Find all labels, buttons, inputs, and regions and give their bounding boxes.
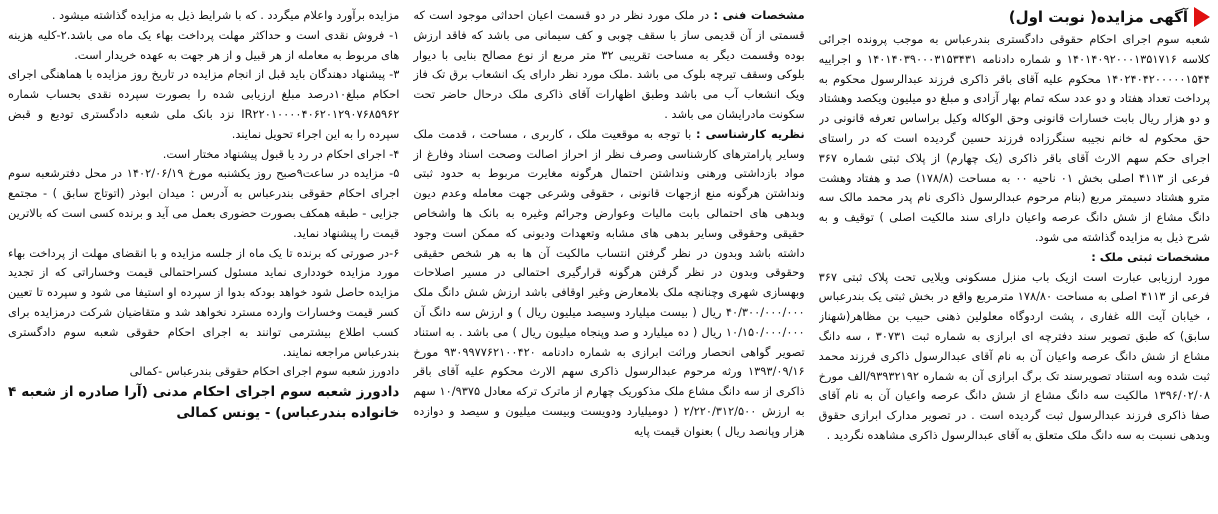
technical-text: در ملک مورد نظر در دو قسمت اعیان احداثی موجود است که قسمتی از آن قدیمی ساز با سقف چوبی و کف سیمانی می باشد که فاقد ارزش بوده وقسمت دیگر به مساحت تقریبی ۳۲ متر مربع از نوع مصالح بنایی با دیوار بلوکی وسقف تیرچه بلوک می باشد .ملک مورد نظر دارای یک انشعاب برق تک فاز ویک انشعاب آب می باشد وطبق اظهارات آقای ذاکری ملک درحال حاضر تحت سکونت مادرایشان می باشد . <box>413 8 805 121</box>
condition-item: ۴- اجرای احکام در رد یا قبول پیشنهاد مختار است. <box>162 146 400 161</box>
conditions-lead: مزایده برآورد واعلام میگردد . که با شرایط ذیل به مزایده گذاشته میشود . <box>51 8 400 22</box>
expert-text: با توجه به موقعیت ملک ، کاربری ، مساحت ، قدمت ملک وسایر پارامترهای کارشناسی وصرف نظر از احراز اصالت وصحت اسناد وفارغ از مواد بازداشتی ورهنی ونداشتن احتمال هرگونه مغایرت مربوط به حدود ثبتی ونداشتن هرگونه منع ازجهات قانونی ، حقوقی وشرعی جهت معامله وعدم دیون وبدهی های احتمالی بابت مالیات وعوارض وجرائم وغیره به بانک ها واشخاص حقیقی وحقوقی وسایر بدهی های مشابه وتعهدات ودیونی که ممکن است وجود داشته باشد وبدون در نظر گرفتن انتساب مالکیت آن ها به هر شخص حقیقی وحقوقی وبدون در نظر گرفتن هرگونه قرارگیری احتمالی در مسیر اصلاحات وبهسازی شهری وچنانچه ملک بلامعارض وغیر اوقافی باشد ارزش شش دانگ ملک ۴۰/۳۰۰/۰۰۰/۰۰۰ ریال ( بیست میلیارد وسیصد میلیون ریال ) و ارزش سه دانگ آن ۱۰/۱۵۰/۰۰۰/۰۰۰ ریال ( ده میلیارد و صد وپنجاه میلیون ریال ) می باشد . به استناد تصویر گواهی انحصار وراثت ابرازی به شماره دادنامه ۹۳۰۹۹۷۷۶۲۱۰۰۴۲۰ مورخ ۱۳۹۳/۰۹/۱۶ ورثه مرحوم عبدالرسول ذاکری سهم الارث محکوم علیه آقای باقر ذاکری از سه دانگ مشاع ملک مذکوریک چهارم از ماترک ترکه معادل ۱۰/۹۳۷۵ سهم به ارزش ۲/۲۲۰/۳۱۲/۵۰۰ ( دومیلیارد ودویست وبیست میلیون و سیصد و دوازده هزار وپانصد ریال ) بعنوان قیمت پایه <box>413 126 805 438</box>
notice-title: آگهی مزایده( نوبت اول) <box>1008 8 1188 26</box>
notice-column-3 <box>8 6 399 510</box>
notice-column-2 <box>413 6 804 510</box>
registry-paragraph: مورد ارزیابی عبارت است ازیک باب منزل مسکونی ویلایی تحت پلاک ثبتی ۳۶۷ فرعی از ۴۱۱۳ اصلی به مساحت ۱۷۸/۸۰ مترمربع واقع در بخش ثبتی یک بندرعباس ، خیابان آیت الله غفاری ، پشت اردوگاه معلولین ذهنی حبیب بن مظاهر(شهناز سابق) که طبق تصویر سند دفترچه ای ابرازی به شماره ثبت ۳۰۷۳۱ ، سه دانگ مشاع از شش دانگ عرصه واعیان آن به نام آقای عبدالرسول ذاکری فرزند محمد ثبت شده وبه استناد تصویرسند تک برگ ابرازی آن به شماره ۹۳۹۳۲۱۹۲/الف مورخ ۱۳۹۶/۰۲/۰۸ مالکیت سه دانگ مشاع از شش دانگ عرصه واعیان آن به نام آقای صفا ذاکری فرزند عبدالرسول ثبت گردیده است . در تصویر مدارک ابرازی حقوق وبدهی نسبت به سه دانگ ملک متعلق به آقای عبدالرسول ذاکری مشاهده نگردید . <box>818 269 1210 442</box>
technical-heading: مشخصات فنی : <box>713 8 805 22</box>
signature-line: دادورز شعبه سوم اجرای احکام حقوقی بندرعباس -کمالی <box>129 364 400 379</box>
signature-block: دادورز شعبه سوم اجرای احکام مدنی (آرا صادره از شعبه ۴ خانواده بندرعباس) - یونس کمالی <box>8 384 400 422</box>
technical-section <box>413 6 804 125</box>
condition-item: ۶-در صورتی که برنده تا یک ماه از جلسه مزایده و با انقضای مهلت از پرداخت بهاء مورد مزایده خودداری نماید مسئول کسراحتمالی قیمت وخساراتی که از تجدید مزایده حاصل شود خواهد بودکه بدوا از سپرده او استیفا می شود و سپرده تا تعیین کسر قیمت وخسارات وارده مسترد نخواهد شد و متقاضیان شرکت درمزایده برای کسب اطلاع بیشترمی توانند به اجرای احکام حقوقی شعبه سوم دادگستری بندرعباس مراجعه نمایند. <box>8 245 400 359</box>
expert-heading: نظریه کارشناسی : <box>696 126 805 141</box>
condition-item: ۵- مزایده در ساعت۹صبح روز یکشنبه مورخ ۱۴۰۲/۰۶/۱۹ در محل دفترشعبه سوم اجرای احکام حقوقی بندرعباس به آدرس : میدان ابوذر (اتوتاج سابق ) - مجتمع جزایی - طبقه همکف بصورت حضوری بعمل می آید و برنده کسی است که بالاترین قیمت را پیشنهاد نماید. <box>8 166 400 240</box>
condition-item: ۳- پیشنهاد دهندگان باید قبل از انجام مزایده در تاریخ روز مزایده با هماهنگی اجرای احکام مبلغ۱۰درصد مبلغ ارزیابی شده را بصورت سپرده نقدی بحساب شماره IR۲۲۰۱۰۰۰۰۴۰۶۲۰۱۲۹۰۷۶۸۵۹۶۲ نزد بانک ملی شعبه دادگستری توديع و قبض سپرده را به این اجراء تحویل نمایند. <box>8 67 400 141</box>
notice-header <box>819 6 1210 28</box>
registry-heading: مشخصات ثبتی ملک : <box>1091 249 1210 264</box>
expert-section <box>413 125 804 442</box>
intro-paragraph: شعبه سوم اجرای احکام حقوقی دادگستری بندرعباس به موجب پرونده اجرائی کلاسه ۱۴۰۱۴۰۹۲۰۰۰۱۳۵۱۷۱۶ و شماره دادنامه ۱۴۰۱۴۰۳۹۰۰۰۳۱۵۳۴۳۱ و اجراییه ۱۴۰۲۴۰۴۲۰۰۰۰۰۱۵۴۴ محکوم علیه آقای باقر ذاکری فرزند عبدالرسول محکوم به پرداخت تعداد هفتاد و دو عدد سکه تمام بهار آزادی و مبلغ دو میلیون ویکصد وهشتاد و دو هزار ریال بابت خسارات قانونی وحق الوکاله وکیل براساس تعرفه قانونی در حق محکوم له خانم نجیبه سنگرزاده فرزند حسین گردیده است که در راستای اجرای حکم سهم الارث آقای باقر ذاکری (یک چهارم) از پلاک ثبتی شماره ۳۶۷ فرعی از ۴۱۱۳ اصلی بخش ۰۱ ناحیه ۰۰ به مساحت (۱۷۸/۸) صد و هفتاد وهشت مترو هشتاد دسیمتر مربع (بنام مرحوم عبدالرسول ذاکری نام پدر محمد مالک سه دانگ مشاع از شش دانگ عرصه واعیان دارای سند مالکیت اصلی ) توقیف و به شرح ذیل به مزایده گذاشته می شود. <box>818 32 1210 244</box>
notice-column-1 <box>819 6 1210 510</box>
title-marker-icon <box>1194 7 1210 27</box>
condition-item: ۱- فروش نقدی است و حداکثر مهلت پرداخت بهاء یک ماه می باشد.۲-کلیه هزینه های مربوط به معامله از هر قبیل و از هر جهت به عهده خریدار است. <box>8 27 400 62</box>
